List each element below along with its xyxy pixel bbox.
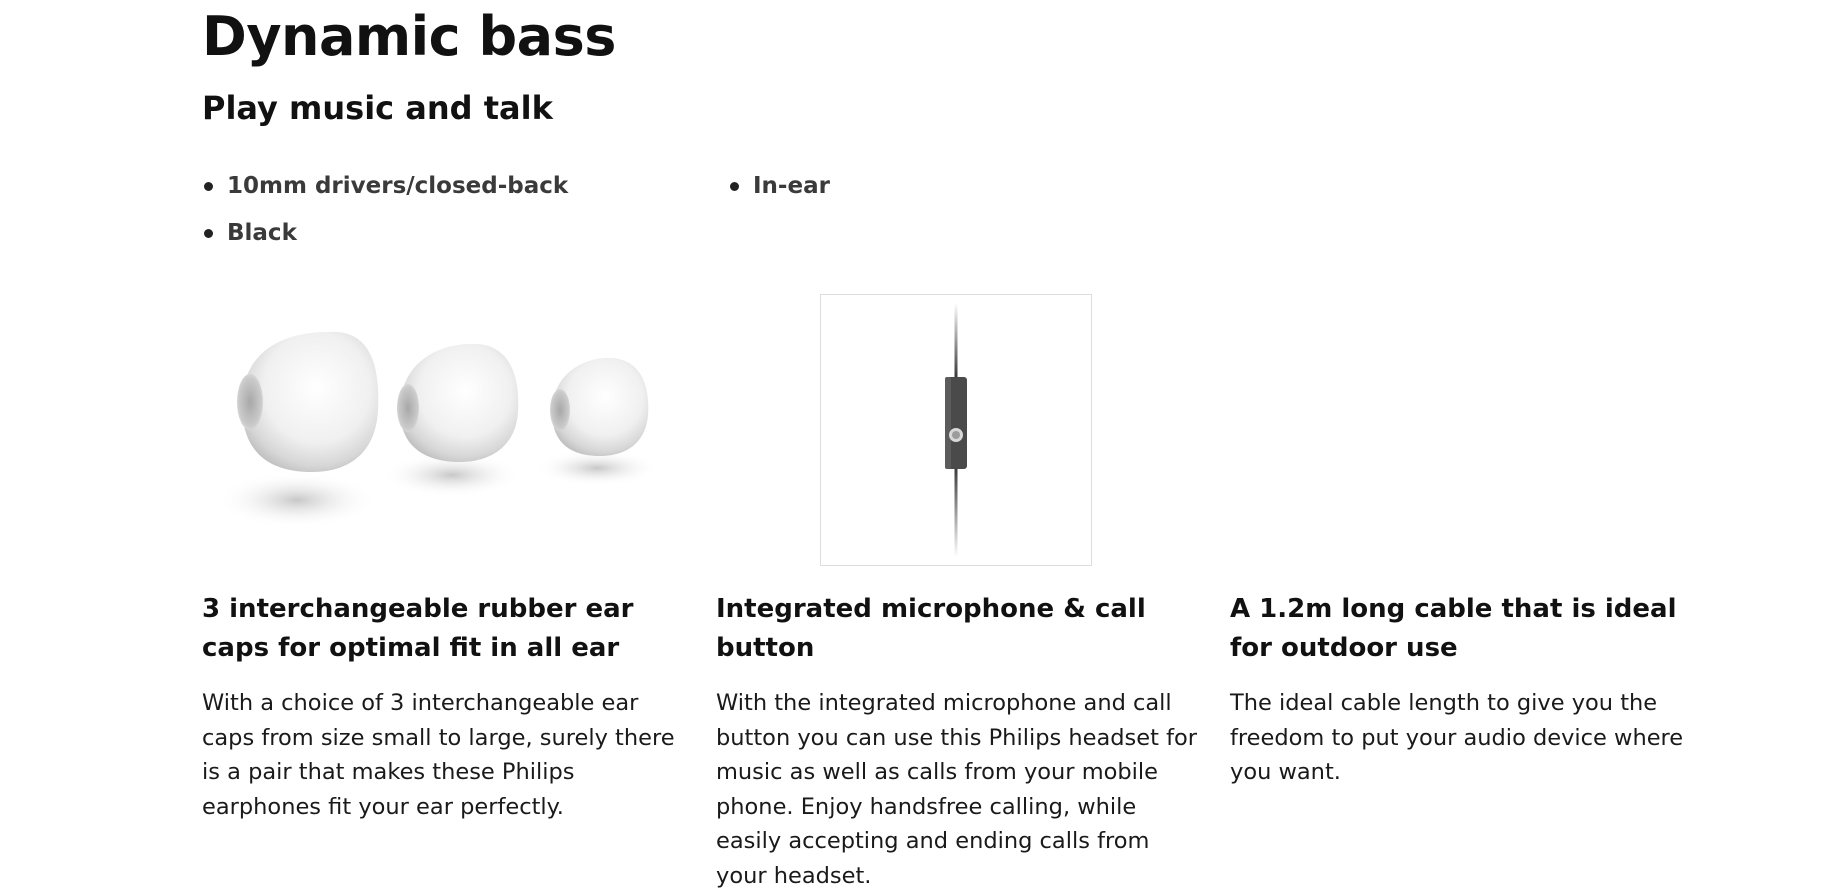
feature-description: With the integrated microphone and call button you can use this Philips headset for music as well as calls from your mobile phone. Enjoy handsfree calling, while easily accepting and ending calls from your headset.: [716, 690, 1198, 889]
spec-bullet-label: 10mm drivers/closed-back: [227, 173, 569, 199]
spec-bullet-drivers: [204, 171, 568, 201]
page-title: Dynamic bass: [202, 5, 616, 68]
bullet-dot-icon: [730, 182, 739, 191]
feature-heading: A 1.2m long cable that is ideal for outdoor use: [1230, 594, 1677, 663]
spec-bullet-label: Black: [227, 220, 297, 246]
spec-bullet-label: In-ear: [753, 173, 830, 199]
bullet-dot-icon: [204, 229, 213, 238]
spec-bullet-type: [730, 171, 830, 201]
feature-heading: 3 interchangeable rubber ear caps for optimal fit in all ear: [202, 594, 634, 663]
feature-microphone: [716, 590, 1206, 893]
feature-cable: [1230, 590, 1720, 790]
spec-bullet-color: [204, 218, 297, 248]
feature-description: With a choice of 3 interchangeable ear caps from size small to large, surely there is a pair that makes these Philips earphones fit your ear perfectly.: [202, 690, 675, 820]
ear-caps-icon: [202, 300, 670, 550]
feature-description: The ideal cable length to give you the freedom to put your audio device where you want.: [1230, 690, 1684, 785]
microphone-cable-image: [820, 294, 1092, 566]
ear-caps-image: [202, 300, 670, 550]
feature-heading: Integrated microphone & call button: [716, 594, 1146, 663]
page-subtitle: Play music and talk: [202, 89, 553, 127]
feature-ear-caps: [202, 590, 692, 824]
microphone-icon: [821, 295, 1091, 565]
bullet-dot-icon: [204, 182, 213, 191]
